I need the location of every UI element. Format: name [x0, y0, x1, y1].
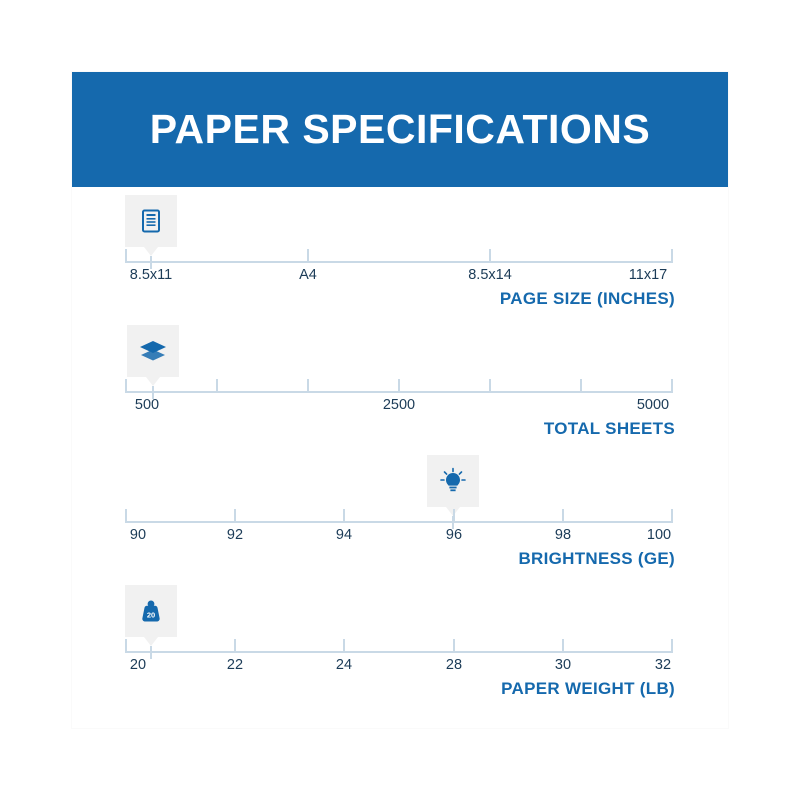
tick-label: 22 — [226, 657, 244, 673]
tick-label: 94 — [335, 527, 353, 543]
axis-tick — [307, 379, 309, 392]
marker-box — [125, 585, 177, 637]
tick-label: 100 — [646, 527, 672, 543]
tick-label: 5000 — [636, 397, 670, 413]
weight-icon — [137, 598, 165, 624]
axis-tick — [398, 379, 400, 392]
spec-row-page-size — [72, 187, 728, 311]
axis-tick — [125, 249, 127, 262]
tick-labels-page-size — [125, 267, 673, 285]
axis-tick — [489, 379, 491, 392]
marker-box — [127, 325, 179, 377]
lightbulb-icon — [439, 467, 467, 495]
axis-tick — [125, 509, 127, 522]
ticks-brightness — [125, 509, 673, 523]
page-title: PAPER SPECIFICATIONS — [149, 106, 651, 152]
axis-tick — [453, 509, 455, 522]
axis-tick — [343, 509, 345, 522]
axis-title-paper-weight: PAPER WEIGHT (LB) — [501, 679, 675, 698]
spec-row-paper-weight — [72, 577, 728, 701]
marker-paper-weight — [125, 585, 177, 637]
marker-total-sheets — [127, 325, 179, 377]
tick-label: 32 — [654, 657, 672, 673]
spec-card — [72, 72, 728, 728]
tick-label: 2500 — [382, 397, 416, 413]
tick-label: 28 — [445, 657, 463, 673]
document-icon — [138, 208, 164, 234]
axis-tick — [671, 509, 673, 522]
tick-label: 24 — [335, 657, 353, 673]
tick-labels-total-sheets — [125, 397, 673, 415]
svg-text:20: 20 — [146, 610, 156, 620]
tick-labels-paper-weight — [125, 657, 673, 675]
marker-box — [125, 195, 177, 247]
paper-stack-icon — [138, 338, 168, 364]
axis-title-brightness: BRIGHTNESS (GE) — [518, 549, 675, 568]
tick-label: 8.5x14 — [468, 267, 512, 283]
ticks-total-sheets — [125, 379, 673, 393]
axis-tick — [671, 379, 673, 392]
spec-row-total-sheets — [72, 317, 728, 441]
axis-tick — [307, 249, 309, 262]
tick-label: 90 — [129, 527, 147, 543]
axis-tick — [343, 639, 345, 652]
ticks-paper-weight — [125, 639, 673, 653]
axis-title-page-size: PAGE SIZE (INCHES) — [499, 289, 675, 308]
axis-tick — [671, 639, 673, 652]
tick-label: 8.5x11 — [129, 267, 173, 283]
axis-title-total-sheets: TOTAL SHEETS — [543, 419, 675, 438]
axis-tick — [580, 379, 582, 392]
tick-label: 98 — [554, 527, 572, 543]
axis-tick — [125, 639, 127, 652]
axis-tick — [234, 639, 236, 652]
ticks-page-size — [125, 249, 673, 263]
axis-tick — [234, 509, 236, 522]
axis-tick — [562, 639, 564, 652]
axis-tick — [216, 379, 218, 392]
tick-label: 20 — [129, 657, 147, 673]
axis-tick — [671, 249, 673, 262]
tick-label: 30 — [554, 657, 572, 673]
tick-label: 96 — [445, 527, 463, 543]
axis-tick — [489, 249, 491, 262]
axis-tick — [453, 639, 455, 652]
tick-label: 500 — [134, 397, 160, 413]
marker-page-size — [125, 195, 177, 247]
axis-tick — [125, 379, 127, 392]
tick-label: A4 — [299, 267, 317, 283]
tick-label: 92 — [226, 527, 244, 543]
tick-label: 11x17 — [628, 267, 668, 283]
marker-box — [427, 455, 479, 507]
axis-tick — [562, 509, 564, 522]
card-header — [72, 72, 728, 187]
tick-labels-brightness — [125, 527, 673, 545]
spec-row-brightness — [72, 447, 728, 571]
marker-brightness — [427, 455, 479, 507]
